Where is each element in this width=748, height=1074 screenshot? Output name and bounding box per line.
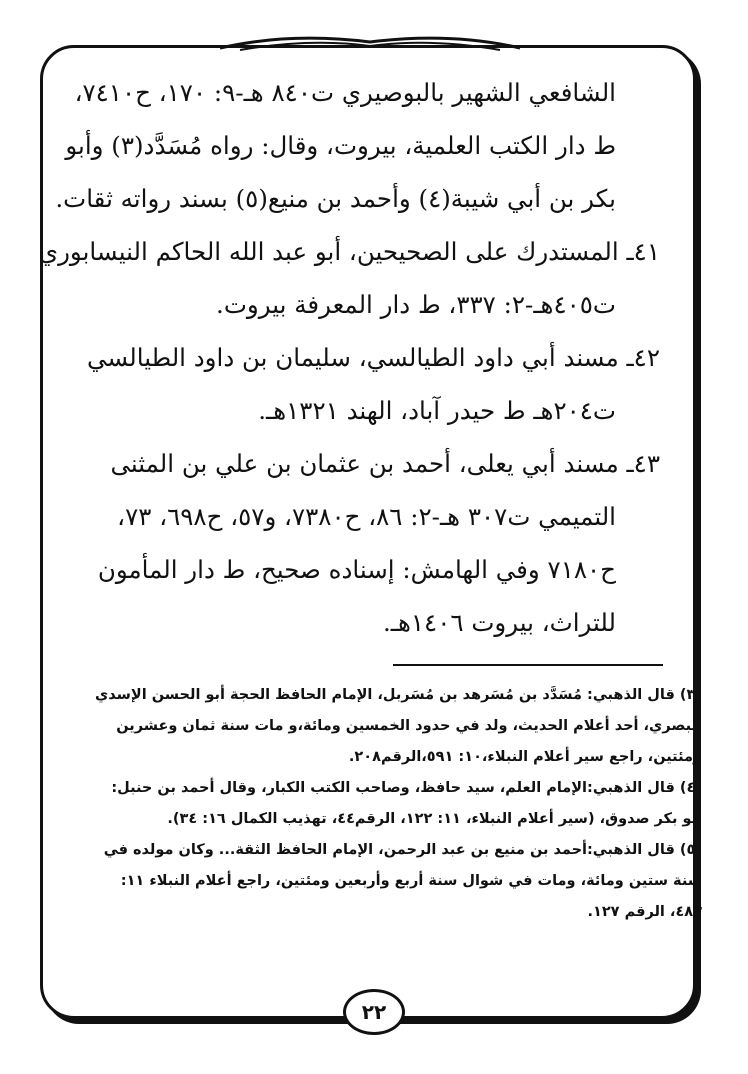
footnote-line: ومئتين، راجع سير أعلام النبلاء،١٠: ٥٩١،الرقم٢٠٨. (348, 749, 702, 765)
footnotes (90, 680, 702, 928)
text-line: ٤٢ـ مسند أبي داود الطيالسي، سليمان بن داود الطيالسي (87, 343, 660, 372)
text-line: ت٤٠٥هـ-٢: ٣٣٧، ط دار المعرفة بيروت. (216, 290, 616, 319)
footnote-line: أبو بكر صدوق، (سير أعلام النبلاء، ١١: ١٢٢، الرقم٤٤، تهذيب الكمال ١٦: ٣٤). (167, 811, 702, 827)
text-line: بكر بن أبي شيبة(٤) وأحمد بن منيع(٥) بسند رواته ثقات. (55, 184, 616, 213)
footnote-line: سنة ستين ومائة، ومات في شوال سنة أربع وأربعين ومئتين، راجع أعلام النبلاء ١١: (120, 873, 702, 889)
text-line: التميمي ت٣٠٧ هـ-٢: ٨٦، ح٧٣٨٠، و٥٧، ح٦٩٨، ٧٣، (117, 502, 616, 531)
footnote-line: (٣) قال الذهبي: مُسَدَّد بن مُسَرهد بن مُسَربل، الإمام الحافظ الحجة أبو الحسن الإسدي (95, 687, 702, 703)
main-text (38, 66, 660, 649)
text-line: ٤٣ـ مسند أبي يعلى، أحمد بن عثمان بن علي بن المثنى (110, 449, 660, 478)
text-line: ٤١ـ المستدرك على الصحيحين، أبو عبد الله الحاكم النيسابوري (38, 237, 660, 266)
footnote-separator (393, 664, 663, 666)
text-line: للتراث، بيروت ١٤٠٦هـ. (383, 608, 616, 637)
text-line: ط دار الكتب العلمية، بيروت، وقال: رواه مُسَدَّد(٣) وأبو (65, 131, 616, 160)
footnote-line: (٥) قال الذهبي:أحمد بن منيع بن عبد الرحمن، الإمام الحافظ الثقة... وكان مولده في (103, 842, 702, 858)
footnote-line: (٤) قال الذهبي:الإمام العلم، سيد حافظ، وصاحب الكتب الكبار، وقال أحمد بن حنبل: (111, 780, 702, 796)
footnote-line: ٤٨٣، الرقم ١٢٧. (587, 904, 702, 920)
text-line: ح٧١٨٠ وفي الهامش: إسناده صحيح، ط دار المأمون (97, 555, 616, 584)
text-line: ت٢٠٤هـ ط حيدر آباد، الهند ١٣٢١هـ. (258, 396, 616, 425)
top-flourish-ornament (210, 28, 530, 56)
footnote-line: البصري، أحد أعلام الحديث، ولد في حدود الخمسين ومائة،و مات سنة ثمان وعشرين (116, 718, 702, 734)
text-line: الشافعي الشهير بالبوصيري ت٨٤٠ هـ-٩: ١٧٠، ح٧٤١٠، (74, 78, 616, 107)
page-number: ٢٢ (343, 989, 405, 1035)
